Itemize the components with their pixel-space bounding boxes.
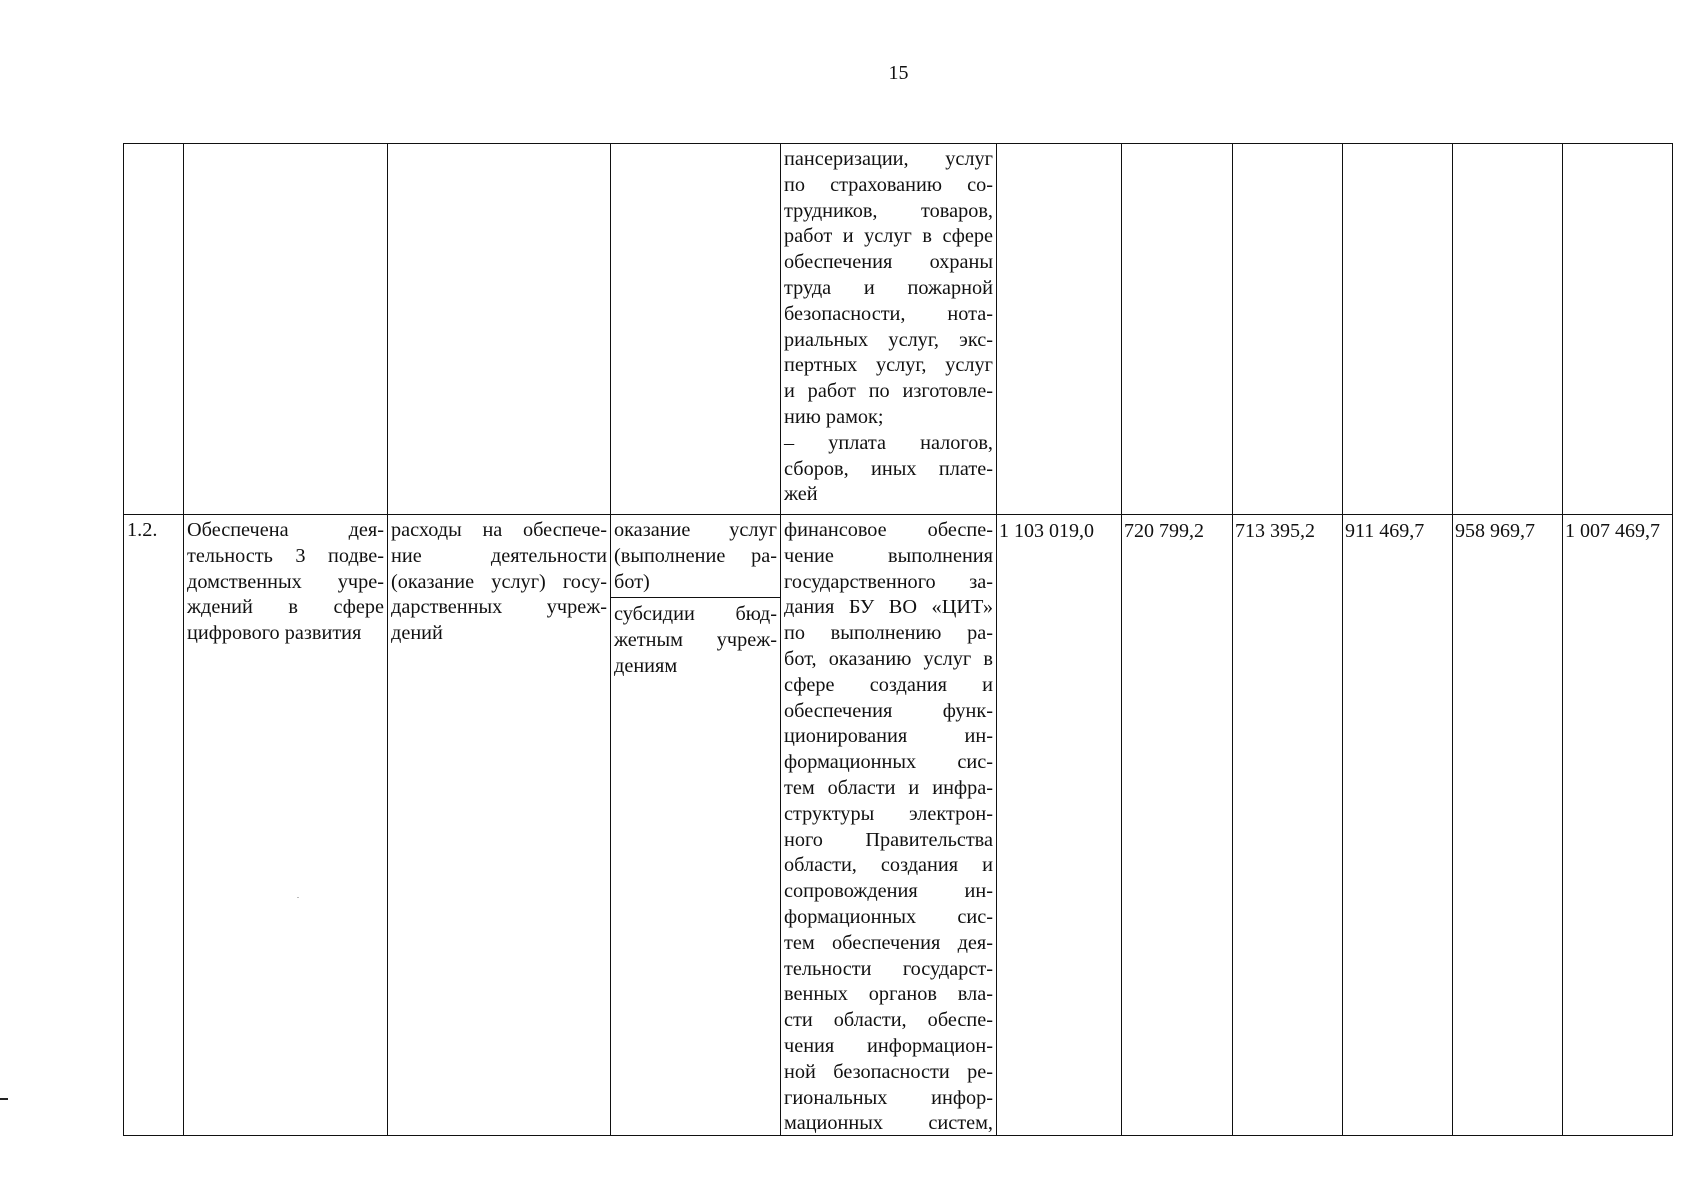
text-line: обеспечения функ- [784,699,993,722]
text-line: ждений в сфере [187,596,384,619]
text-line: бот, оказанию услуг в [784,647,993,670]
text-line: сфере создания и [784,673,993,696]
text-line: жетным учреж- [614,628,777,651]
description-cell [784,518,993,1137]
page-number: 15 [888,62,909,84]
text-line: области, создания и [784,854,993,877]
direction-cell-subsidies [614,602,777,679]
text-line: сти области, обеспе- [784,1009,993,1032]
text-line: дания БУ ВО «ЦИТ» [784,596,993,619]
text-line: обеспечения охраны [784,251,993,274]
column-border [610,144,611,1135]
text-line: субсидии бюд- [614,603,777,625]
text-line: безопасности, нота- [784,302,993,325]
text-line: тем обеспечения дея- [784,931,993,954]
value-cell: 1 103 019,0 [999,520,1094,542]
text-line: расходы на обеспече- [391,519,607,541]
text-line: по выполнению ра- [784,622,993,645]
text-line: домственных учре- [187,570,384,593]
text-line: формационных сис- [784,905,993,928]
scan-artifact-mark [0,1098,8,1100]
text-line: формационных сис- [784,751,993,774]
text-line: бот) [614,570,650,593]
result-cell [187,518,384,647]
direction-cell-services [614,518,777,595]
text-line: ние деятельности [391,544,607,567]
column-border [780,144,781,1135]
text-line: ционирования ин- [784,725,993,748]
value-cell: 1 007 469,7 [1565,520,1660,542]
text-line: – уплата налогов, [784,431,993,454]
text-line: тельность 3 подве- [187,544,384,567]
column-border [1121,144,1122,1135]
column-border [1232,144,1233,1135]
text-line: тельности государст- [784,957,993,980]
text-line: чения информацион- [784,1034,993,1057]
text-line: государственного за- [784,570,993,593]
text-line: труда и пожарной [784,276,993,299]
text-line: Обеспечена дея- [187,519,384,541]
text-line: по страхованию со- [784,173,993,196]
text-line: жей [784,483,818,506]
text-line: нию рамок; [784,405,884,428]
text-line: финансовое обеспе- [784,519,993,541]
text-line: мационных систем, [784,1112,993,1135]
text-line: чение выполнения [784,544,993,567]
value-cell: 720 799,2 [1124,520,1204,542]
text-line: ной безопасности ре- [784,1060,993,1083]
text-line: трудников, товаров, [784,199,993,222]
text-line: дениям [614,654,678,677]
column-border [1452,144,1453,1135]
column-border [996,144,997,1135]
column-border [387,144,388,1135]
text-line: ного Правительства [784,828,993,851]
row-number: 1.2. [127,519,158,541]
text-line: работ и услуг в сфере [784,225,993,248]
cell-split-border [610,597,780,598]
text-line: (оказание услуг) госу- [391,570,607,593]
budget-table [123,143,1673,1136]
text-line: гиональных инфор- [784,1086,993,1109]
text-line: оказание услуг [614,519,777,541]
expense-cell [391,518,607,647]
value-cell: 911 469,7 [1345,520,1425,542]
text-line: сборов, иных плате- [784,457,993,480]
text-line: дарственных учреж- [391,596,607,619]
continuation-description [784,147,993,508]
text-line: структуры электрон- [784,802,993,825]
text-line: цифрового развития [187,622,362,645]
column-border [1342,144,1343,1135]
value-cell: 713 395,2 [1235,520,1315,542]
text-line: пертных услуг, услуг [784,354,993,377]
text-line: дений [391,622,443,645]
column-border [183,144,184,1135]
text-line: пансеризации, услуг [784,148,993,170]
text-line: сопровождения ин- [784,880,993,903]
text-line: риальных услуг, экс- [784,328,993,351]
column-border [1562,144,1563,1135]
text-line: венных органов вла- [784,983,993,1006]
text-line: тем области и инфра- [784,776,993,799]
text-line: (выполнение ра- [614,544,777,567]
row-border [124,514,1672,515]
text-line: и работ по изготовле- [784,380,993,403]
value-cell: 958 969,7 [1455,520,1535,542]
